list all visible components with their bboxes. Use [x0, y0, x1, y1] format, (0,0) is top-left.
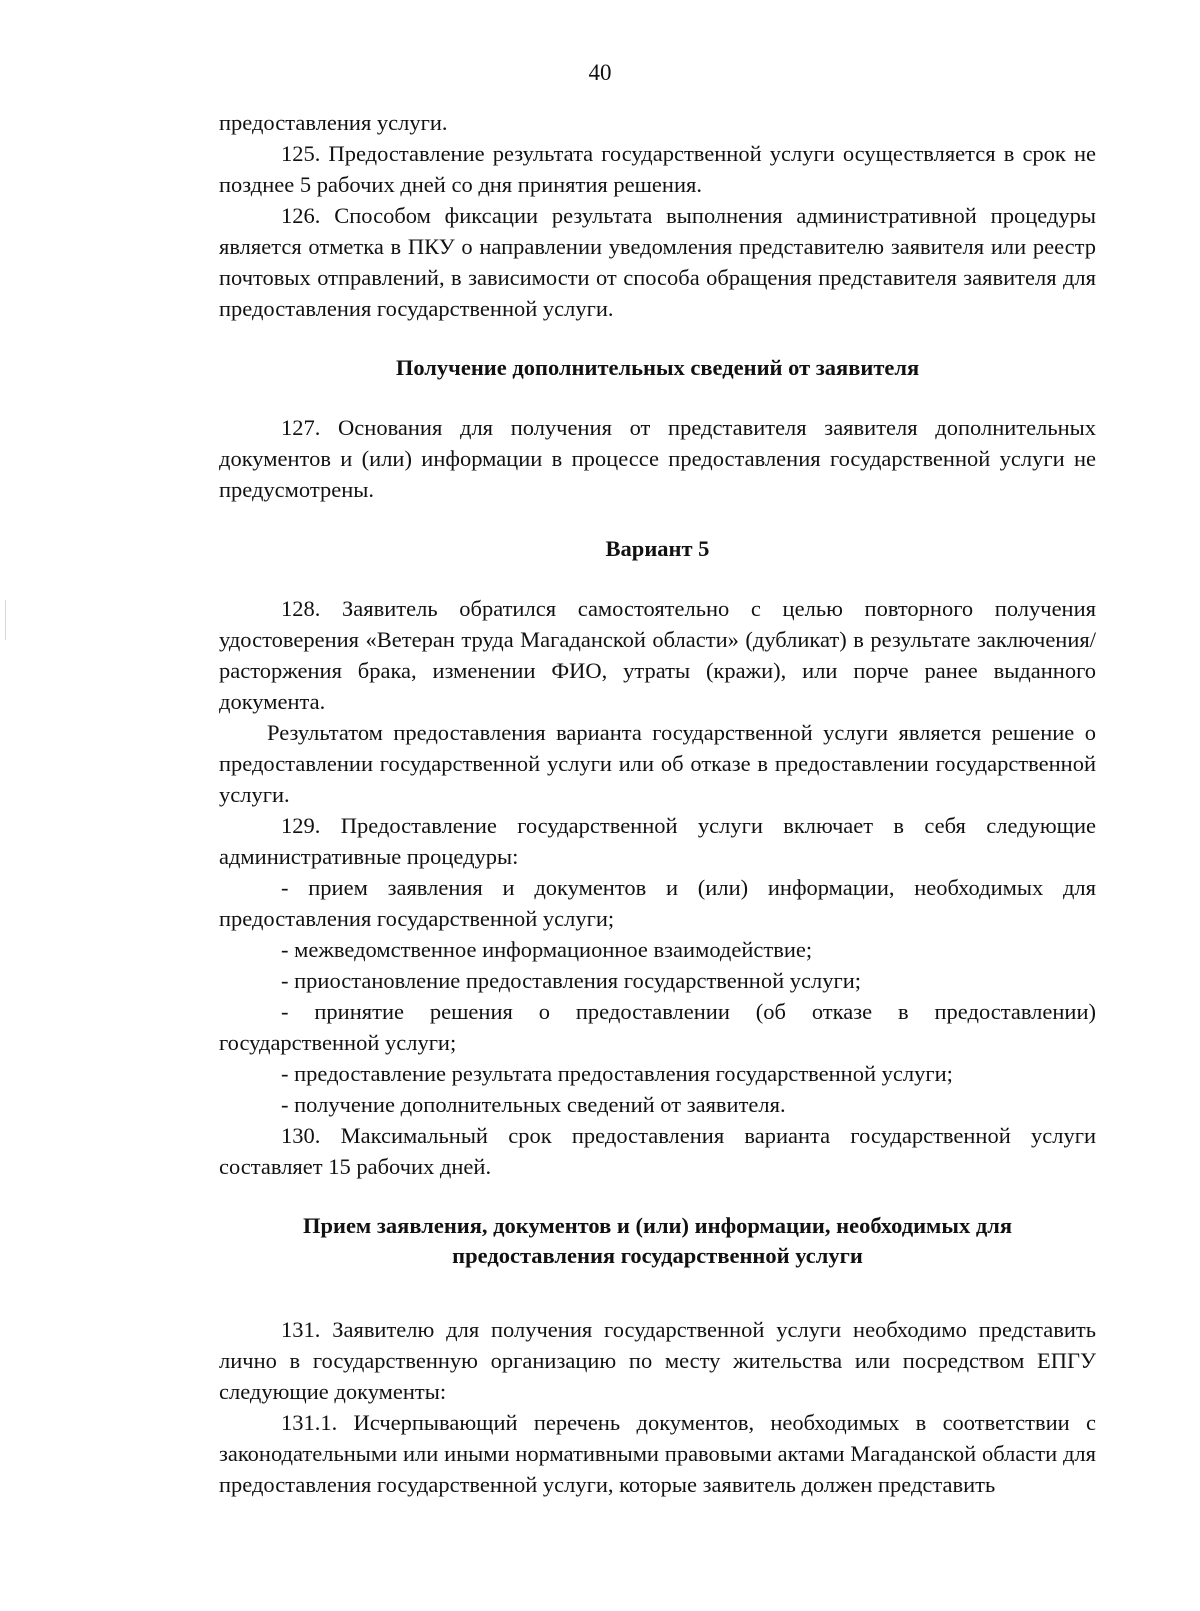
- page-number: 40: [588, 60, 612, 85]
- section-heading-variant-5: Вариант 5: [605, 536, 710, 561]
- section-heading-additional-info: Получение дополнительных сведений от заявителя: [395, 355, 920, 380]
- paragraph-127: 127. Основания для получения от представителя заявителя дополнительных документов и (или) информации в процессе предоставления государственной услуги не предусмотрены.: [219, 415, 1096, 502]
- section-heading-reception: Прием заявления, документов и (или) информации, необходимых для предоставления государственной услуги: [302, 1213, 1013, 1268]
- paragraph-126: 126. Способом фиксации результата выполнения административной процедуры является отметка в ПКУ о направлении уведомления представителю заявителя или реестр почтовых отправлений, в зависимости от способа обращения представителя заявителя для предоставления государственной услуги.: [219, 203, 1096, 321]
- list-item: - прием заявления и документов и (или) информации, необходимых для предоставления государственной услуги;: [219, 875, 1096, 931]
- paragraph-129: 129. Предоставление государственной услуги включает в себя следующие административные процедуры:: [219, 813, 1096, 869]
- list-item: - предоставление результата предоставления государственной услуги;: [281, 1061, 953, 1086]
- paragraph-125: 125. Предоставление результата государственной услуги осуществляется в срок не позднее 5 рабочих дней со дня принятия решения.: [219, 141, 1096, 197]
- scan-artifact: [5, 600, 6, 640]
- list-item: - получение дополнительных сведений от заявителя.: [281, 1092, 786, 1117]
- list-item: - принятие решения о предоставлении (об отказе в предоставлении) государственной услуги;: [219, 999, 1096, 1055]
- paragraph-128: 128. Заявитель обратился самостоятельно с целью повторного получения удостоверения «Ветеран труда Магаданской области» (дубликат) в результате заключения/расторжения брака, изменении ФИО, утраты (кражи), или порче ранее выданного документа.: [219, 596, 1096, 714]
- paragraph-131: 131. Заявителю для получения государственной услуги необходимо представить лично в государственную организацию по месту жительства или посредством ЕПГУ следующие документы:: [219, 1317, 1096, 1404]
- document-body: [219, 107, 1096, 1500]
- paragraph-result: Результатом предоставления варианта государственной услуги является решение о предоставлении государственной услуги или об отказе в предоставлении государственной услуги.: [219, 720, 1096, 807]
- paragraph-continuation: предоставления услуги.: [219, 110, 448, 135]
- list-item: - межведомственное информационное взаимодействие;: [281, 937, 813, 962]
- paragraph-130: 130. Максимальный срок предоставления варианта государственной услуги составляет 15 рабочих дней.: [219, 1123, 1096, 1179]
- list-item: - приостановление предоставления государственной услуги;: [281, 968, 862, 993]
- paragraph-131-1: 131.1. Исчерпывающий перечень документов, необходимых в соответствии с законодательными или иными нормативными правовыми актами Магаданской области для предоставления государственной услуги, которые заявитель должен представить: [219, 1410, 1096, 1497]
